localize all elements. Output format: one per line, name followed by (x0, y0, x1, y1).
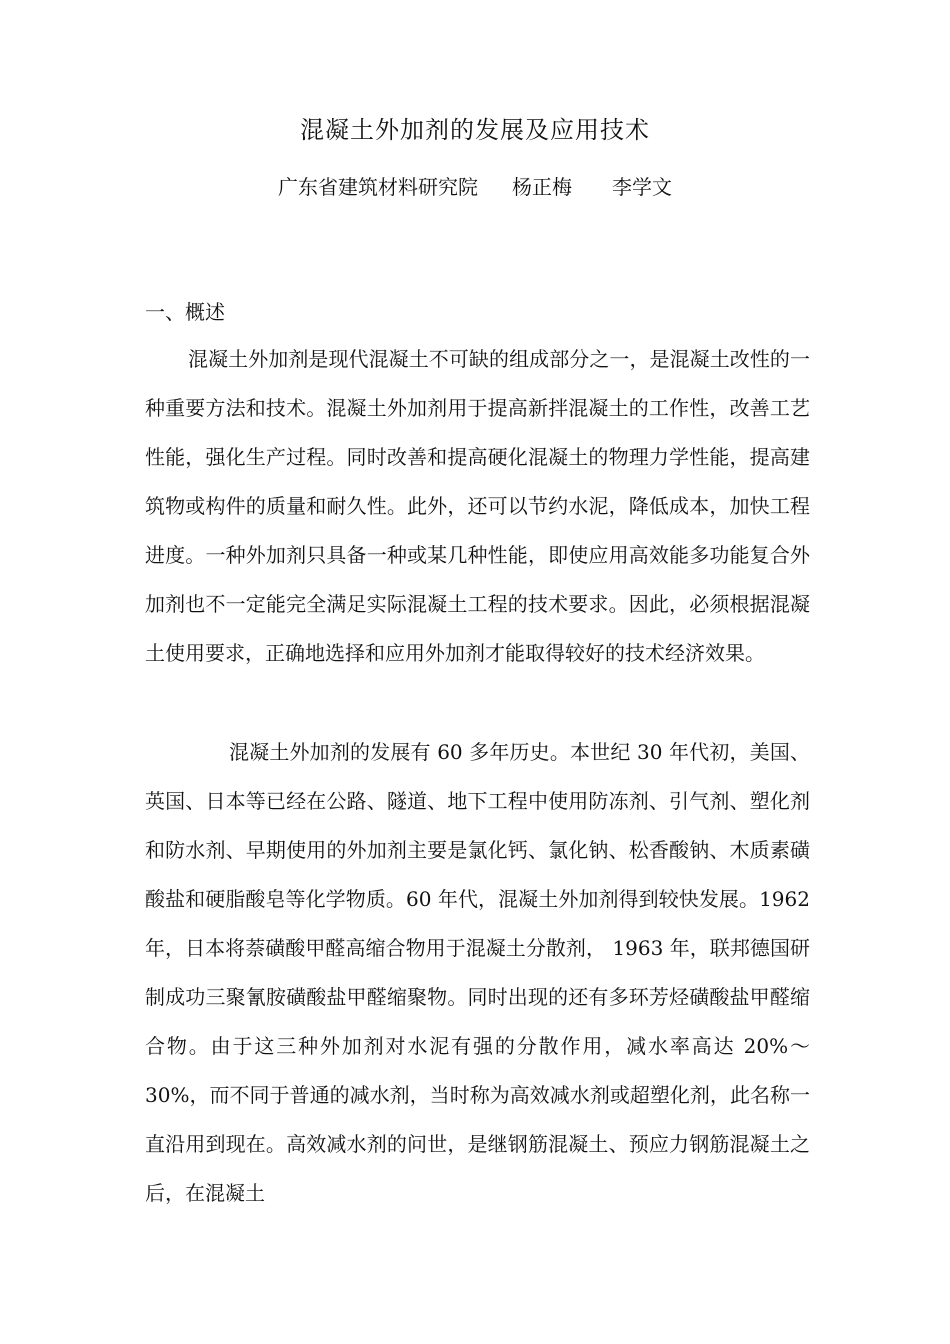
body-paragraph-1: 混凝土外加剂是现代混凝土不可缺的组成部分之一，是混凝土改性的一种重要方法和技术。混凝土外加剂用于提高新拌混凝土的工作性，改善工艺性能，强化生产过程。同时改善和提高硬化混凝土的物理力学性能，提高建筑物或构件的质量和耐久性。此外，还可以节约水泥，降低成本，加快工程进度。一种外加剂只具备一种或某几种性能，即使应用高效能多功能复合外加剂也不一定能完全满足实际混凝土工程的技术要求。因此，必须根据混凝土使用要求，正确地选择和应用外加剂才能取得较好的技术经济效果。 (145, 347, 810, 665)
byline-institute: 广东省建筑材料研究院 (278, 175, 478, 199)
section-heading: 一、概述 (145, 300, 225, 324)
byline (0, 172, 950, 202)
byline-author-2: 李学文 (612, 175, 672, 199)
byline-author-1: 杨正梅 (512, 175, 572, 199)
document-title: 混凝土外加剂的发展及应用技术 (300, 116, 650, 144)
body-paragraph-2: 混凝土外加剂的发展有 60 多年历史。本世纪 30 年代初，美国、英国、日本等已经在公路、隧道、地下工程中使用防冻剂、引气剂、塑化剂和防水剂、早期使用的外加剂主要是氯化钙、氯化钠、松香酸钠、木质素磺酸盐和硬脂酸皂等化学物质。60 年代，混凝土外加剂得到较快发展。1962 年，日本将萘磺酸甲醛高缩合物用于混凝土分散剂， 1963 年，联邦德国研制成功三聚氰胺磺酸盐甲醛缩聚物。同时出现的还有多环芳烃磺酸盐甲醛缩合物。由于这三种外加剂对水泥有强的分散作用，减水率高达 20%～30%，而不同于普通的减水剂，当时称为高效减水剂或超塑化剂，此名称一直沿用到现在。高效减水剂的问世，是继钢筋混凝土、预应力钢筋混凝土之后，在混凝土 (145, 740, 810, 1205)
